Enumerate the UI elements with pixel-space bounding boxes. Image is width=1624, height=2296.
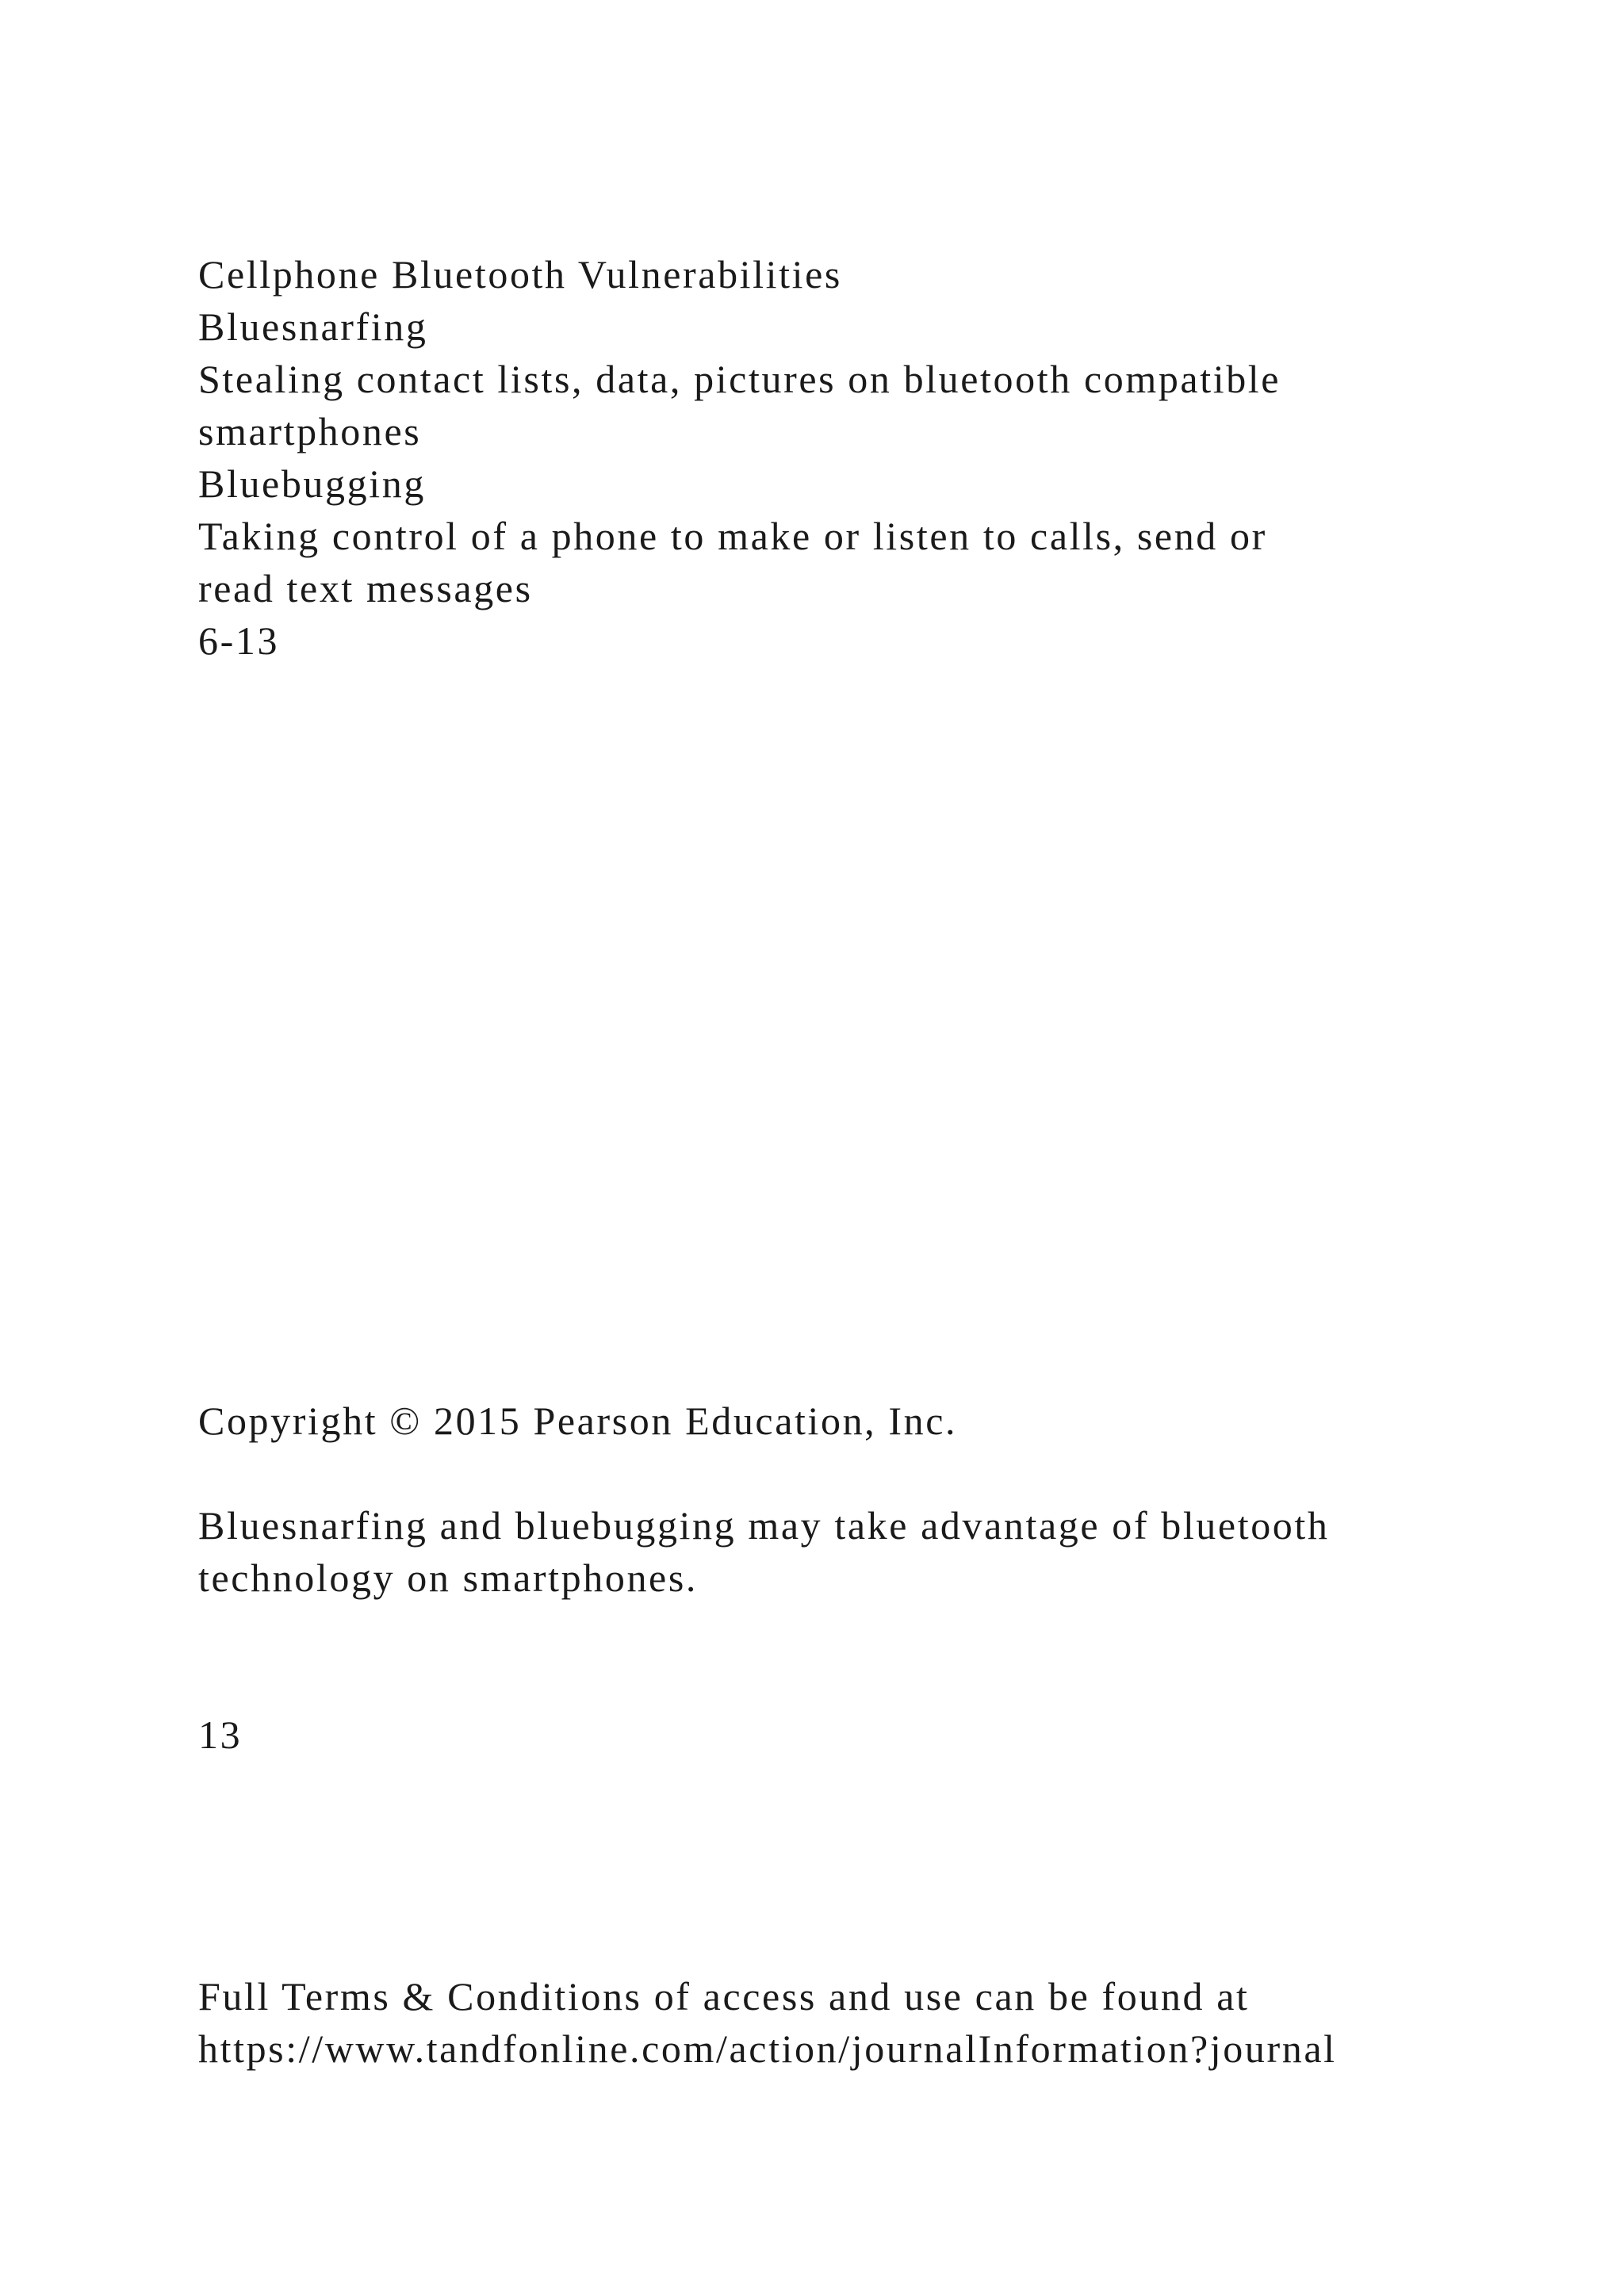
copyright-notice: [198, 1395, 1546, 1447]
term-bluesnarfing-description-line-1: Stealing contact lists, data, pictures on bluetooth compatible: [198, 357, 1281, 401]
slide-content: [198, 248, 1546, 667]
terms-url[interactable]: https://www.tandfonline.com/action/journalInformation?journal: [198, 2026, 1337, 2071]
copyright-text: Copyright © 2015 Pearson Education, Inc.: [198, 1399, 958, 1443]
terms-footer: [198, 1970, 1546, 2075]
terms-line-1: Full Terms & Conditions of access and use can be found at: [198, 1974, 1250, 2019]
speaker-notes: [198, 1499, 1546, 1604]
term-bluesnarfing-description-line-2: smartphones: [198, 409, 422, 453]
term-bluesnarfing: Bluesnarfing: [198, 304, 428, 349]
term-bluebugging-description-line-2: read text messages: [198, 566, 533, 610]
term-bluebugging: Bluebugging: [198, 461, 426, 506]
notes-line-1: Bluesnarfing and bluebugging may take advantage of bluetooth: [198, 1503, 1330, 1548]
notes-line-2: technology on smartphones.: [198, 1556, 699, 1600]
term-bluebugging-description-line-1: Taking control of a phone to make or listen to calls, send or: [198, 514, 1267, 558]
page-number-block: [198, 1709, 1546, 1761]
slide-title: Cellphone Bluetooth Vulnerabilities: [198, 252, 842, 297]
page-number: 13: [198, 1712, 243, 1757]
slide-number: 6-13: [198, 618, 280, 663]
